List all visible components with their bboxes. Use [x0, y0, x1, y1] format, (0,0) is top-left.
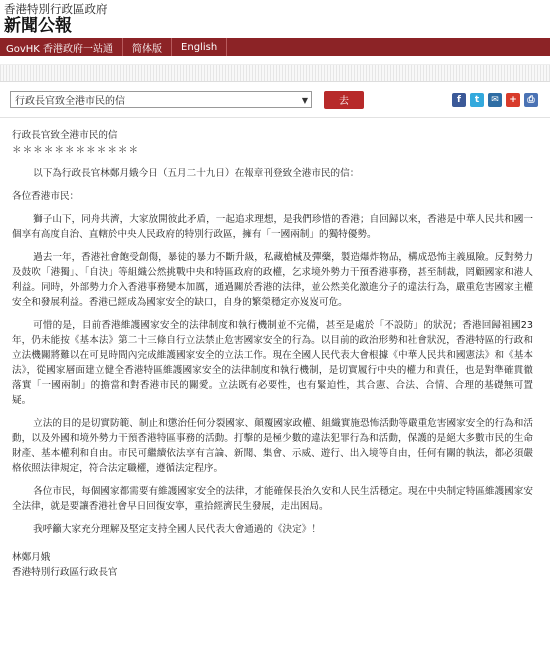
article-title: 行政長官致全港市民的信: [12, 130, 118, 141]
article-body: [0, 118, 550, 580]
email-icon[interactable]: ✉: [488, 93, 502, 107]
article-intro: 以下為行政長官林鄭月娥今日（五月二十九日）在報章刊登致全港市民的信：: [33, 168, 360, 179]
twitter-icon[interactable]: t: [470, 93, 484, 107]
signature-name: 林鄭月娥: [12, 552, 51, 563]
site-title[interactable]: 新聞公報: [4, 16, 72, 36]
google-plus-icon[interactable]: +: [506, 93, 520, 107]
nav-english-link[interactable]: English: [172, 38, 227, 56]
chevron-down-icon: ▼: [301, 96, 308, 105]
article-paragraph-2: 過去一年，香港社會飽受創傷，暴徒的暴力不斷升級，私藏槍械及彈藥，製造爆炸物品，構成恐怖主義風險。反對勢力及鼓吹「港獨」、「自決」等組織公然挑戰中央和特區政府的政權，乞求境外勢力干預香港事務，甚至制裁，罔顧國家和港人利益。同時，外部勢力介入香港事務變本加厲，通過關於香港的法律，並公然美化激進分子的違法行為，嚴重危害國家主權安全和發展利益。香港已經成為國家安全的缺口，自身的繁榮穩定亦岌岌可危。: [12, 252, 533, 308]
article-select[interactable]: [10, 91, 312, 108]
nav-govhk-link[interactable]: GovHK 香港政府一站通: [0, 38, 123, 56]
nav-simplified-chinese-link[interactable]: 简体版: [123, 38, 172, 56]
site-header: [0, 0, 550, 38]
article-paragraph-4: 立法的目的是切實防範、制止和懲治任何分裂國家、顛覆國家政權、組織實施恐怖活動等嚴重危害國家安全的行為和活動，以及外國和境外勢力干預香港特區事務的活動。打擊的是極少數的違法犯罪行為和活動，保護的是絕大多數市民的生命財產、基本權利和自由。市民可繼續依法享有言論、新聞、集會、示威、遊行、出入境等自由，任何有關的執法，都必須嚴格依照法律規定，符合法定職權，遵循法定程序。: [12, 418, 533, 474]
article-paragraph-5: 各位市民，每個國家都需要有維護國家安全的法律，才能確保長治久安和人民生活穩定。現在中央制定特區維護國家安全法律，就是要讓香港社會早日回復安寧，重拾經濟民生發展，走出困局。: [12, 486, 533, 512]
article-paragraph-3: 可惜的是，目前香港維護國家安全的法律制度和執行機制並不完備，甚至是處於「不設防」的狀況；香港回歸祖國23年，仍未能按《基本法》第二十三條自行立法禁止危害國家安全的行為。以目前的政治形勢和社會狀況，香港特區的行政和立法機關將難以在可見時間內完成維護國家安全的立法工作。現在全國人民代表大會根據《中華人民共和國憲法》和《基本法》，從國家層面建立健全香港特區維護國家安全的法律制度和執行機制，是切實履行中央的權力和責任，也是對準確貫徹落實「一國兩制」的擔當和對香港市民的關愛。立法既有必要性，也有緊迫性，其合憲、合法、合情、合理的基礎無可置疑。: [12, 320, 533, 406]
article-salutation: 各位香港市民：: [12, 191, 80, 202]
share-icons: [452, 93, 538, 107]
print-icon[interactable]: ⎙: [524, 93, 538, 107]
government-title: 香港特別行政區政府: [4, 2, 108, 16]
go-button[interactable]: 去: [324, 91, 364, 109]
facebook-icon[interactable]: f: [452, 93, 466, 107]
article-select-value: 行政長官致全港市民的信: [15, 96, 125, 107]
spacer: [0, 56, 550, 64]
top-navigation: [0, 38, 550, 56]
signature-title: 香港特別行政區行政長官: [12, 567, 118, 578]
article-paragraph-6: 我呼籲大家充分理解及堅定支持全國人民代表大會通過的《決定》！: [33, 524, 321, 535]
title-separator: ＊＊＊＊＊＊＊＊＊＊＊＊: [12, 145, 140, 156]
decorative-stripe: [0, 64, 550, 82]
toolbar: [0, 82, 550, 118]
article-paragraph-1: 獅子山下，同舟共濟，大家放開彼此矛盾，一起追求理想，是我們珍惜的香港；自回歸以來，香港是中華人民共和國一個享有高度自治、直轄於中央人民政府的特別行政區，擁有「一國兩制」的獨特優勢。: [12, 214, 533, 240]
